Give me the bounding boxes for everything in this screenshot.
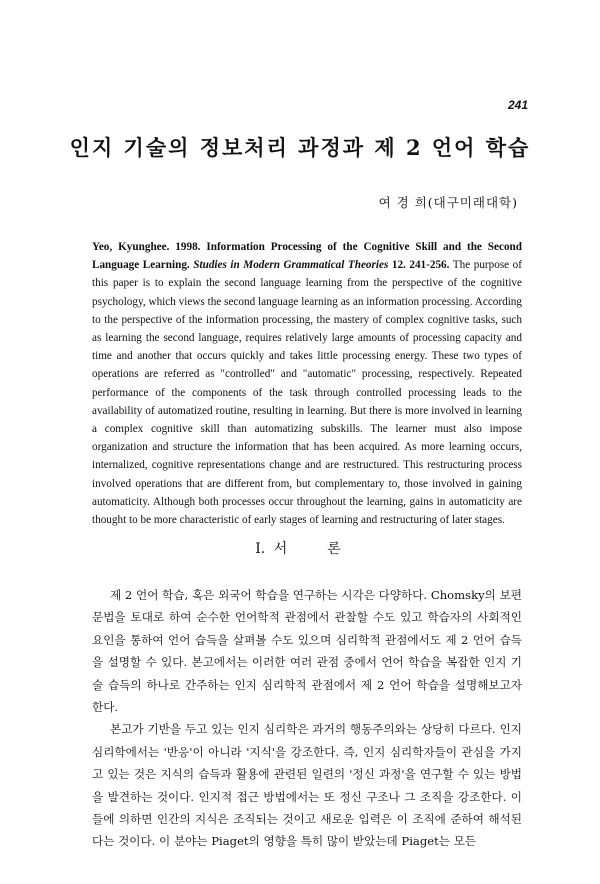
- author-affiliation: (대구미래대학): [427, 195, 518, 210]
- abstract: [92, 238, 522, 529]
- author-name: 여 경 희: [378, 195, 428, 210]
- page-number: 241: [507, 98, 528, 112]
- author-line: [379, 193, 518, 211]
- abstract-volume-pages: 12. 241-256.: [391, 259, 450, 272]
- body-paragraph: 본고가 기반을 두고 있는 인지 심리학은 과거의 행동주의와는 상당히 다르다. 인지 심리학에서는 '반응'이 아니라 '지식'을 강조한다. 즉, 인지 심리학자들이 관심을 가지고 있는 것은 지식의 습득과 활용에 관련된 일련의 '정신 과정'을 연구할 수 있는 방법을 발견하는 것이다. 인지적 접근 방법에서는 또 정신 구조나 그 조직을 강조한다. 이들에 의하면 인간의 지식은 조직되는 것이고 새로운 입력은 이 조직에 준하여 해석된다는 것이다. 이 분야는 Piaget의 영향을 특히 많이 받았는데 Piaget는 모든: [92, 722, 522, 849]
- abstract-citation: Yeo, Kyunghee. 1998. Information Processing of the Cognitive Skill and the Second Language Learning.: [92, 241, 522, 272]
- body-text: [92, 584, 522, 853]
- body-paragraph: 제 2 언어 학습, 혹은 외국어 학습을 연구하는 시각은 다양하다. Chomsky의 보편 문법을 토대로 하여 순수한 언어학적 관점에서 관찰할 수도 있고 학습자의 사회적인 요인을 통하여 언어 습득을 살펴볼 수도 있으며 심리학적 관점에서도 제 2 언어 습득을 설명할 수 있다. 본고에서는 이러한 여러 관점 중에서 언어 학습을 복잡한 인지 기술 습득의 하나로 간주하는 인지 심리학적 관점에서 제 2 언어 학습을 설명해보고자 한다.: [92, 588, 522, 715]
- abstract-journal: Studies in Modern Grammatical Theories: [193, 259, 389, 272]
- abstract-text: The purpose of this paper is to explain the second language learning from the perspective of the cognitive psychology, which views the second language learning as an information processing. According to the perspective of the information processing, the mastery of complex cognitive tasks, such as learning the second language, requires relatively large amounts of processing capacity and time and another that occurs quickly and takes little processing energy. These two types of operations are referred as "controlled" and "automatic" processing, respectively. Repeated performance of the components of the task through controlled processing leads to the availability of automatized routine, resulting in learning. But there is more involved in learning a complex cognitive skill than automatizing subskills. The learner must also impose organization and structure the information that has been acquired. As more learning occurs, internalized, cognitive representations change and are restructured. This restructuring process involved operations that are different from, but complementary to, those involved in gaining automaticity. Although both processes occur throughout the learning, gains in automaticity are thought to be more characteristic of early stages of learning and restructuring of later stages.: [92, 259, 523, 527]
- section-title: 서 론: [273, 541, 345, 557]
- section-heading: [0, 538, 600, 558]
- section-number: I.: [255, 541, 266, 557]
- paper-title: 인지 기술의 정보처리 과정과 제 2 언어 학습: [69, 135, 531, 160]
